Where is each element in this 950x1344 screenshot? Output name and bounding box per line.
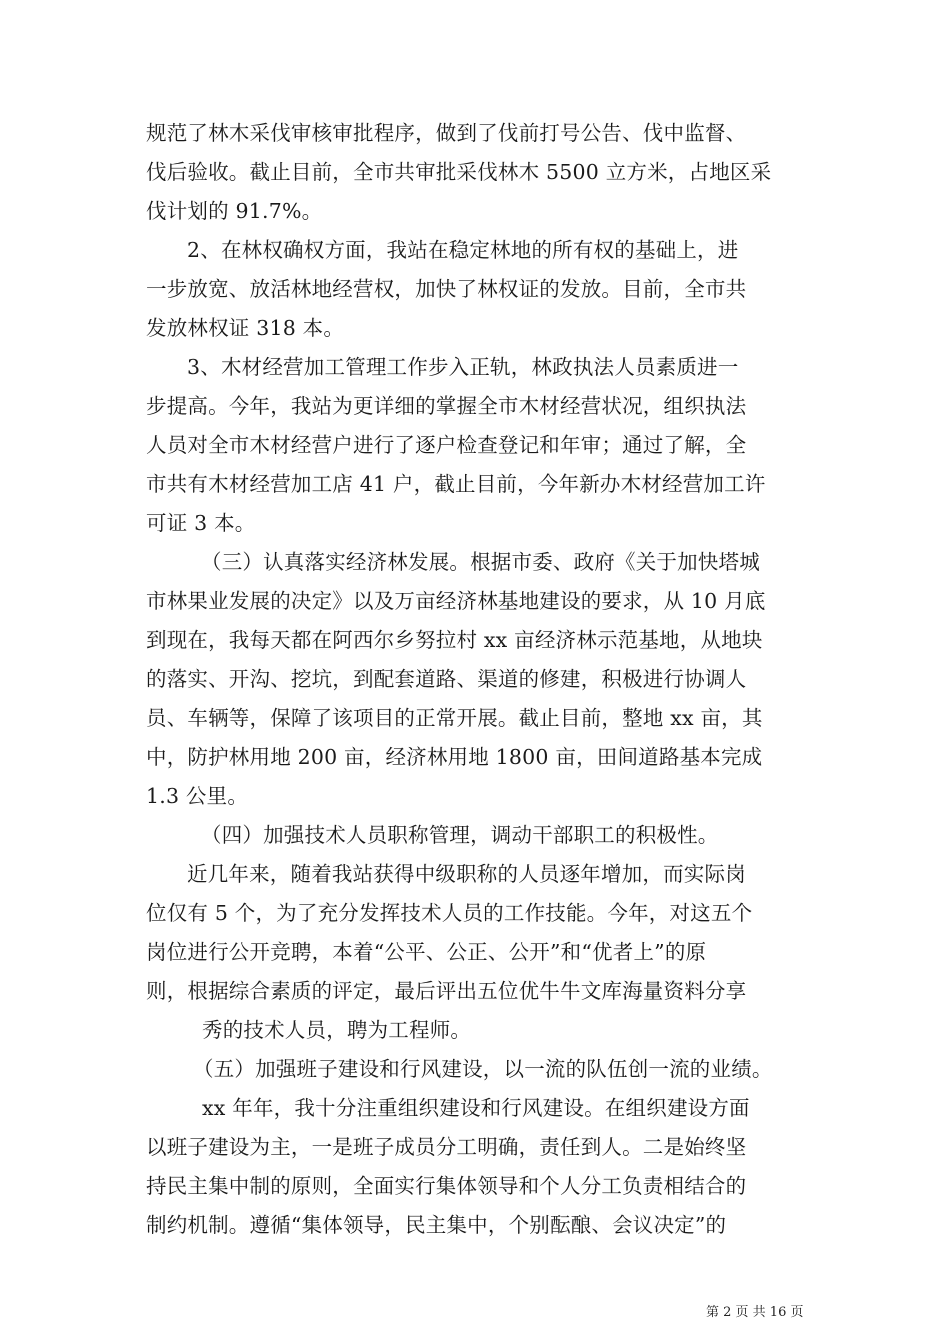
text-line: 岗位进行公开竞聘，本着“公平、公正、公开”和“优者上”的原 [146,940,707,964]
text-line: 伐后验收。截止目前，全市共审批采伐林木 5500 立方米，占地区采 [146,160,772,184]
text-line: 1.3 公里。 [146,784,249,808]
text-line: 可证 3 本。 [146,511,256,535]
text-line: 步提高。今年，我站为更详细的掌握全市木材经营状况，组织执法 [146,394,747,418]
text-line: 持民主集中制的原则，全面实行集体领导和个人分工负责相结合的 [146,1174,747,1198]
text-line: 规范了林木采伐审核审批程序，做到了伐前打号公告、伐中监督、 [146,121,747,145]
text-line: 3、木材经营加工管理工作步入正轨，林政执法人员素质进一 [187,355,739,379]
text-line: 员、车辆等，保障了该项目的正常开展。截止目前，整地 xx 亩，其 [146,706,763,730]
text-line: 位仅有 5 个，为了充分发挥技术人员的工作技能。今年，对这五个 [146,901,753,925]
text-line: 人员对全市木材经营户进行了逐户检查登记和年审；通过了解，全 [146,433,747,457]
text-line: 的落实、开沟、挖坑，到配套道路、渠道的修建，积极进行协调人 [146,667,747,691]
text-line: 秀的技术人员，聘为工程师。 [202,1018,472,1042]
text-line: （五）加强班子建设和行风建设，以一流的队伍创一流的业绩。 [193,1057,773,1081]
document-body [146,114,816,1245]
text-line: 一步放宽、放活林地经营权，加快了林权证的发放。目前，全市共 [146,277,747,301]
text-line: 则，根据综合素质的评定，最后评出五位优牛牛文库海量资料分享 [146,979,747,1003]
text-line: 市林果业发展的决定》以及万亩经济林基地建设的要求，从 10 月底 [146,589,766,613]
text-line: 中，防护林用地 200 亩，经济林用地 1800 亩，田间道路基本完成 [146,745,763,769]
text-line: xx 年年，我十分注重组织建设和行风建设。在组织建设方面 [202,1096,750,1120]
text-line: 伐计划的 91.7%。 [146,199,323,223]
text-line: 制约机制。遵循“集体领导，民主集中，个别酝酿、会议决定”的 [146,1213,727,1237]
text-line: （四）加强技术人员职称管理，调动干部职工的积极性。 [201,823,719,847]
text-line: 2、在林权确权方面，我站在稳定林地的所有权的基础上，进 [187,238,739,262]
text-line: （三）认真落实经济林发展。根据市委、政府《关于加快塔城 [201,550,760,574]
text-line: 到现在，我每天都在阿西尔乡努拉村 xx 亩经济林示范基地，从地块 [146,628,763,652]
text-line: 近几年来，随着我站获得中级职称的人员逐年增加，而实际岗 [187,862,746,886]
text-line: 以班子建设为主，一是班子成员分工明确，责任到人。二是始终坚 [146,1135,747,1159]
text-line: 市共有木材经营加工店 41 户，截止目前，今年新办木材经营加工许 [146,472,766,496]
page-number: 第 2 页 共 16 页 [706,1305,804,1320]
text-line: 发放林权证 318 本。 [146,316,345,340]
